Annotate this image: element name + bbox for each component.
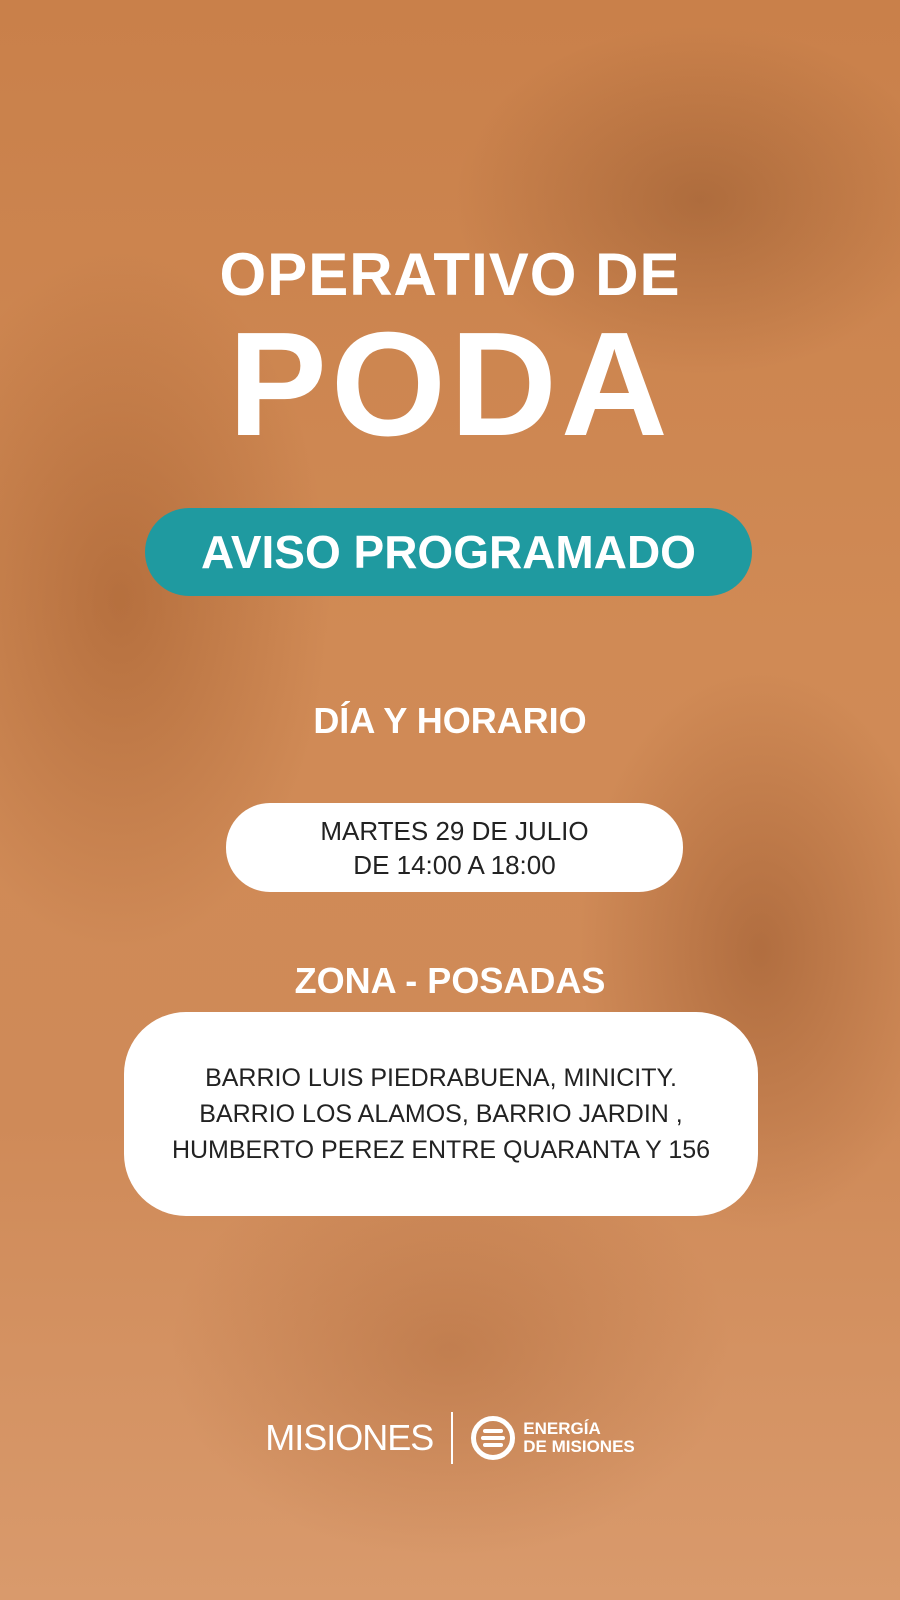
schedule-heading: DÍA Y HORARIO: [313, 700, 587, 741]
title-line-1: OPERATIVO DE: [219, 241, 681, 308]
energia-logo: [471, 1416, 634, 1460]
title-line-2: PODA: [228, 302, 672, 467]
zone-line: HUMBERTO PEREZ ENTRE QUARANTA Y 156: [171, 1136, 711, 1164]
schedule-time: DE 14:00 A 18:00: [353, 849, 556, 880]
energia-e-icon: [471, 1416, 515, 1460]
zone-line: BARRIO LUIS PIEDRABUENA, MINICITY.: [205, 1064, 677, 1092]
schedule-date: MARTES 29 DE JULIO: [320, 815, 589, 846]
energia-logo-line1: ENERGÍA: [523, 1419, 601, 1438]
zone-heading: ZONA - POSADAS: [294, 960, 606, 1001]
footer-logos: [0, 1412, 900, 1464]
logo-divider: [451, 1412, 453, 1464]
scheduled-notice-badge: AVISO PROGRAMADO: [145, 508, 752, 596]
schedule-box: [226, 803, 683, 892]
zone-box: [124, 1012, 758, 1216]
misiones-logo: MISIONES: [265, 1417, 434, 1458]
energia-logo-line2: DE MISIONES: [523, 1437, 635, 1456]
zone-line: BARRIO LOS ALAMOS, BARRIO JARDIN ,: [199, 1100, 683, 1128]
